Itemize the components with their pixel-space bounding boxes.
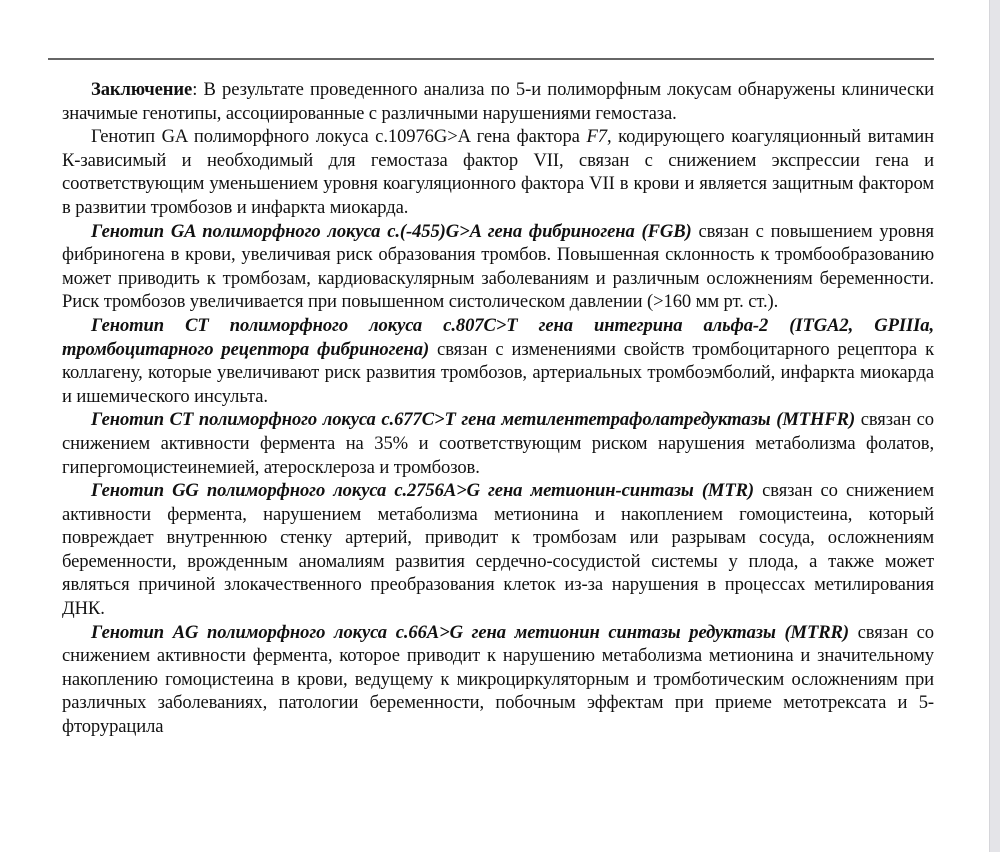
itga2-paragraph (62, 314, 934, 408)
mthfr-heading: Генотип CT полиморфного локуса c.677C>T гена метилентетрафолатредуктазы (MTHFR) (91, 409, 856, 431)
fgb-paragraph (62, 220, 934, 314)
document-page (62, 78, 934, 739)
f7-body: , кодирующего коагуляционный витамин К-зависимый и необходимый для гемостаза фактор VII, связан с снижением экспрессии гена и соответствующим уменьшением уровня коагуляционного фактора VII в крови и является защитным фактором в развитии тромбозов и инфаркта миокарда. (62, 126, 934, 218)
mthfr-body: связан со снижением активности фермента на 35% и соответствующим риском нарушения метаболизма фолатов, гипергомоцистеинемией, атеросклероза и тромбозов. (62, 409, 935, 478)
conclusion-text: : В результате проведенного анализа по 5-и полиморфным локусам обнаружены клинически значимые генотипы, ассоциированные с различными нарушениями гемостаза. (62, 79, 934, 124)
horizontal-divider (48, 58, 934, 60)
f7-paragraph (62, 125, 934, 219)
conclusion-paragraph (62, 78, 934, 125)
scrollbar-track[interactable] (989, 0, 1000, 852)
f7-gene: F7 (586, 126, 607, 148)
mtr-body: связан со снижением активности фермента, нарушением метаболизма метионина и накоплением гомоцистеина, который повреждает внутреннюю стенку артерий, приводит к тромбозам или разрывам сосуда, осложнениям беременности, врожденным аномалиям развития сердечно-сосудистой системы у плода, а также может являться причиной злокачественного преобразования клеток из-за нарушения в процессах метилирования ДНК. (62, 480, 935, 620)
f7-lead: Генотип GA полиморфного локуса c.10976G>A гена фактора (91, 126, 587, 148)
mtr-heading: Генотип GG полиморфного локуса c.2756A>G гена метионин-синтазы (MTR) (91, 480, 755, 502)
mthfr-paragraph (62, 408, 934, 479)
conclusion-label: Заключение (91, 79, 193, 100)
itga2-heading: Генотип CT полиморфного локуса c.807C>T гена интегрина альфа-2 (ITGA2, GPIIIa, тромбоцитарного рецептора фибриногена) (62, 314, 934, 360)
mtrr-heading: Генотип AG полиморфного локуса c.66A>G гена метионин синтазы редуктазы (MTRR) (91, 621, 849, 643)
itga2-body: связан с изменениями свойств тромбоцитарного рецептора к коллагену, которые увеличивают риск развития тромбозов, артериальных тромбоэмболий, инфаркта миокарда и ишемического инсульта. (62, 338, 935, 407)
mtrr-body: связан со снижением активности фермента, которое приводит к нарушению метаболизма метионина и значительному накоплению гомоцистеина в крови, ведущему к микроциркуляторным и тромботическим осложнениям при различных заболеваниях, патологии беременности, побочным эффектам при приеме метотрексата и 5-фторурацила (62, 621, 934, 738)
fgb-body: связан с повышением уровня фибриногена в крови, увеличивая риск образования тромбов. Повышенная склонность к тромбообразованию может приводить к тромбозам, кардиоваскулярным заболеваниям и различным осложнениям беременности. Риск тромбозов увеличивается при повышенном систолическом давлении (>160 мм рт. ст.). (62, 220, 934, 313)
fgb-heading: Генотип GA полиморфного локуса c.(-455)G>A гена фибриногена (FGB) (91, 220, 692, 242)
mtr-paragraph (62, 479, 934, 621)
mtrr-paragraph (62, 621, 934, 739)
